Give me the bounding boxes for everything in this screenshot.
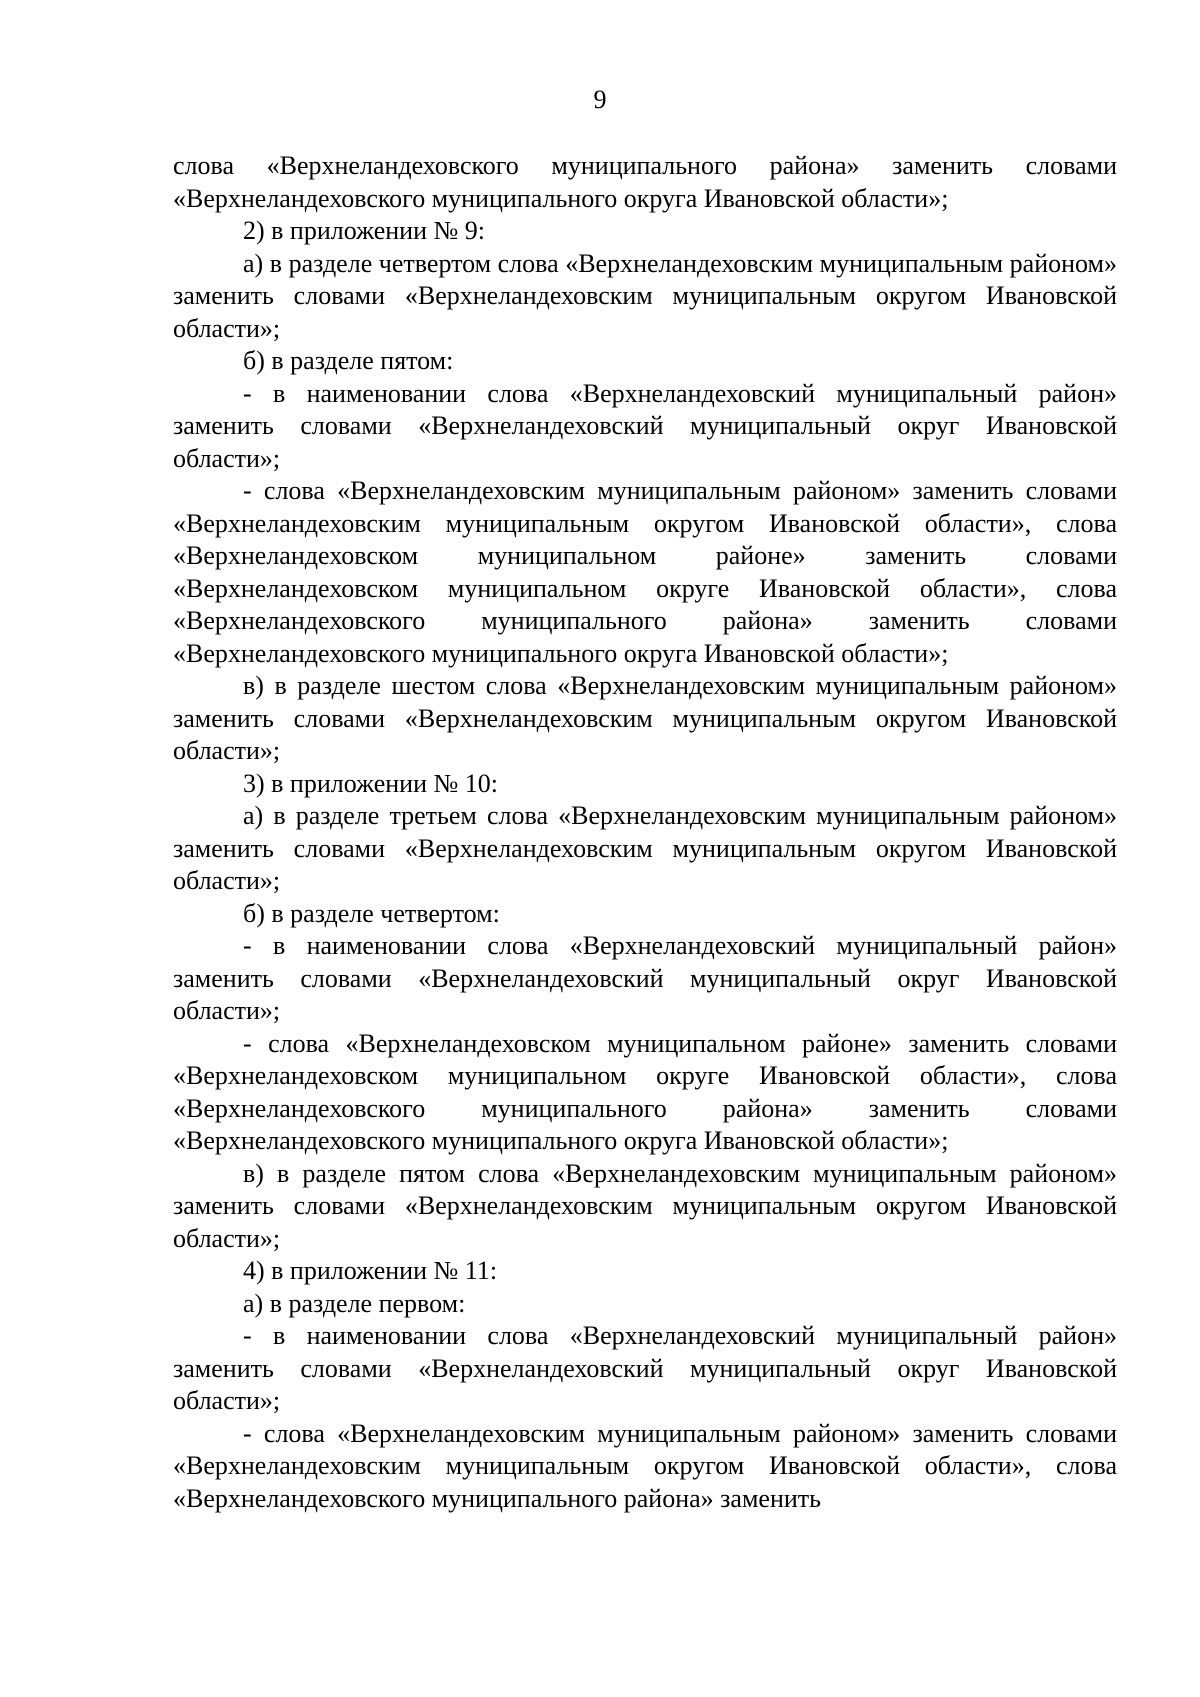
paragraph: 4) в приложении № 11: bbox=[243, 1256, 498, 1285]
paragraph: - слова «Верхнеландеховском муниципальном районе» заменить словами «Верхнеландеховском муниципальном округе Ивановской области», слова «Верхнеландеховского муниципального района» заменить словами «Верхнеландеховского муниципального округа Ивановской области»; bbox=[173, 1028, 1117, 1155]
paragraph: а) в разделе первом: bbox=[243, 1288, 466, 1318]
document-body bbox=[173, 150, 1117, 1515]
paragraph: в) в разделе пятом слова «Верхнеландеховским муниципальным районом» заменить словами «Верхнеландеховским муниципальным округом Ивановской области»; bbox=[173, 1158, 1117, 1253]
page-number: 9 bbox=[593, 85, 607, 114]
paragraph: 2) в приложении № 9: bbox=[243, 216, 486, 245]
paragraph: - слова «Верхнеландеховским муниципальным районом» заменить словами «Верхнеландеховским муниципальным округом Ивановской области», слова «Верхнеландеховском муниципальном районе» заменить словами «Верхнеландеховском муниципальном округе Ивановской области», слова «Верхнеландеховского муниципального района» заменить словами «Верхнеландеховского муниципального округа Ивановской области»; bbox=[173, 476, 1117, 668]
paragraph: а) в разделе третьем слова «Верхнеландеховским муниципальным районом» заменить словами «Верхнеландеховским муниципальным округом Ивановской области»; bbox=[173, 801, 1117, 895]
paragraph: б) в разделе четвертом: bbox=[243, 898, 500, 928]
paragraph: - в наименовании слова «Верхнеландеховский муниципальный район» заменить словами «Верхнеландеховский муниципальный округ Ивановской области»; bbox=[173, 931, 1117, 1025]
paragraph: - слова «Верхнеландеховским муниципальным районом» заменить словами «Верхнеландеховским муниципальным округом Ивановской области», слова «Верхнеландеховского муниципального района» заменить bbox=[173, 1418, 1117, 1513]
paragraph: слова «Верхнеландеховского муниципального района» заменить словами «Верхнеландеховского муниципального округа Ивановской области»; bbox=[173, 151, 1117, 213]
paragraph: б) в разделе пятом: bbox=[243, 346, 454, 375]
paragraph: в) в разделе шестом слова «Верхнеландеховским муниципальным районом» заменить словами «Верхнеландеховским муниципальным округом Ивановской области»; bbox=[173, 671, 1117, 765]
paragraph: а) в разделе четвертом слова «Верхнеландеховским муниципальным районом» заменить словами «Верхнеландеховским муниципальным округом Ивановской области»; bbox=[173, 248, 1117, 343]
paragraph: - в наименовании слова «Верхнеландеховский муниципальный район» заменить словами «Верхнеландеховский муниципальный округ Ивановской области»; bbox=[173, 378, 1117, 473]
paragraph: 3) в приложении № 10: bbox=[243, 768, 499, 798]
paragraph: - в наименовании слова «Верхнеландеховский муниципальный район» заменить словами «Верхнеландеховский муниципальный округ Ивановской области»; bbox=[173, 1321, 1117, 1415]
